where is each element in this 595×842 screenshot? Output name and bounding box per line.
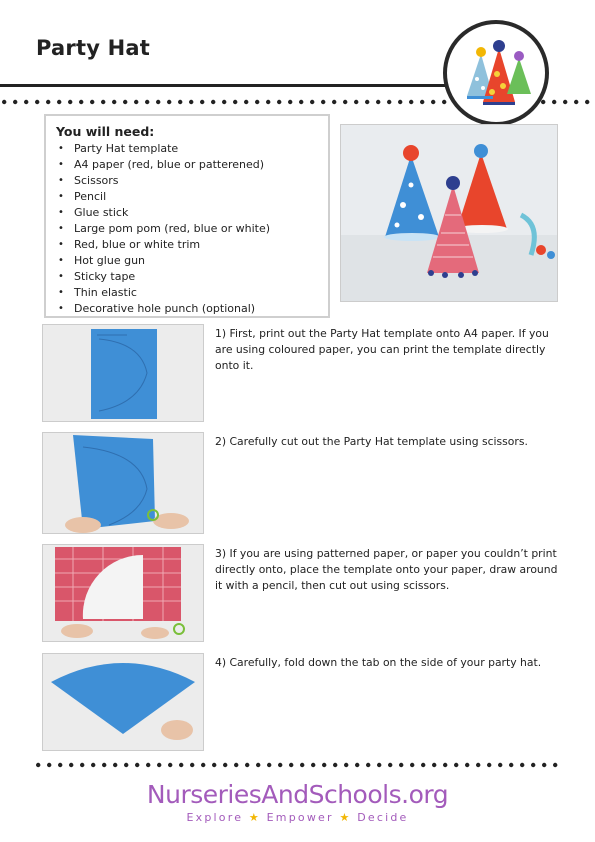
divider-dot xyxy=(46,100,50,104)
divider-dot xyxy=(310,100,314,104)
divider-dot xyxy=(156,100,160,104)
step2-photo xyxy=(42,432,204,534)
divider-dot xyxy=(134,100,138,104)
divider-dot xyxy=(332,100,336,104)
materials-box xyxy=(44,114,330,318)
divider-dot xyxy=(91,763,95,767)
divider-dot xyxy=(79,100,83,104)
divider-dot xyxy=(200,100,204,104)
divider-dot xyxy=(68,100,72,104)
step-2-text: 2) Carefully cut out the Party Hat template using scissors. xyxy=(215,435,528,448)
step1-photo xyxy=(42,324,204,422)
divider-dot xyxy=(311,763,315,767)
divider-dot xyxy=(13,100,17,104)
divider-dot xyxy=(299,100,303,104)
divider-dot xyxy=(498,763,502,767)
divider-dot xyxy=(563,100,567,104)
footer-logo xyxy=(0,780,595,824)
list-item: • Thin elastic xyxy=(56,285,318,301)
list-item: • Hot glue gun xyxy=(56,253,318,269)
divider-dot xyxy=(333,763,337,767)
dotted-divider-bottom xyxy=(34,761,564,769)
divider-dot xyxy=(321,100,325,104)
divider-dot xyxy=(354,100,358,104)
divider-dot xyxy=(234,763,238,767)
divider-dot xyxy=(90,100,94,104)
divider-dot xyxy=(35,100,39,104)
step4-photo xyxy=(42,653,204,751)
divider-dot xyxy=(102,763,106,767)
logo-wordmark: NurseriesAndSchools.org xyxy=(146,780,449,809)
divider-dot xyxy=(101,100,105,104)
divider-dot xyxy=(167,100,171,104)
materials-list xyxy=(56,141,318,317)
divider-dot xyxy=(343,100,347,104)
divider-dot xyxy=(585,100,589,104)
divider-dot xyxy=(476,763,480,767)
star-icon: ★ xyxy=(248,811,261,824)
divider-dot xyxy=(344,763,348,767)
divider-dot xyxy=(69,763,73,767)
divider-dot xyxy=(255,100,259,104)
list-item: • Decorative hole punch (optional) xyxy=(56,301,318,317)
divider-dot xyxy=(355,763,359,767)
divider-dot xyxy=(387,100,391,104)
page-title: Party Hat xyxy=(36,36,150,60)
divider-dot xyxy=(57,100,61,104)
divider-dot xyxy=(223,763,227,767)
party-hats-icon xyxy=(447,24,545,122)
step3-photo xyxy=(42,544,204,642)
divider-dot xyxy=(157,763,161,767)
list-item: • Large pom pom (red, blue or white) xyxy=(56,221,318,237)
divider-dot xyxy=(135,763,139,767)
divider-dot xyxy=(222,100,226,104)
finished-hats-photo xyxy=(340,124,558,302)
divider-dot xyxy=(212,763,216,767)
divider-dot xyxy=(465,763,469,767)
divider-dot xyxy=(454,763,458,767)
divider-dot xyxy=(365,100,369,104)
divider-dot xyxy=(289,763,293,767)
party-hats-badge xyxy=(443,20,549,126)
divider-dot xyxy=(288,100,292,104)
divider-dot xyxy=(201,763,205,767)
divider-dot xyxy=(388,763,392,767)
divider-dot xyxy=(366,763,370,767)
list-item: • Red, blue or white trim xyxy=(56,237,318,253)
divider-dot xyxy=(36,763,40,767)
divider-dot xyxy=(409,100,413,104)
divider-dot xyxy=(80,763,84,767)
divider-dot xyxy=(432,763,436,767)
divider-dot xyxy=(487,763,491,767)
divider-dot xyxy=(553,763,557,767)
divider-dot xyxy=(267,763,271,767)
divider-dot xyxy=(520,763,524,767)
divider-dot xyxy=(178,100,182,104)
divider-dot xyxy=(189,100,193,104)
divider-dot xyxy=(113,763,117,767)
divider-dot xyxy=(168,763,172,767)
divider-dot xyxy=(431,100,435,104)
divider-dot xyxy=(123,100,127,104)
divider-dot xyxy=(179,763,183,767)
step-3-text: 3) If you are using patterned paper, or paper you couldn’t print directly onto, place the template onto your paper, draw around it with a pencil, then cut out using scissors. xyxy=(215,547,558,592)
divider-dot xyxy=(552,100,556,104)
list-item: • Sticky tape xyxy=(56,269,318,285)
divider-dot xyxy=(399,763,403,767)
tagline-word: Empower xyxy=(266,811,334,824)
list-item: • Party Hat template xyxy=(56,141,318,157)
divider-dot xyxy=(244,100,248,104)
divider-dot xyxy=(377,763,381,767)
divider-dot xyxy=(47,763,51,767)
divider-dot xyxy=(300,763,304,767)
divider-dot xyxy=(531,763,535,767)
header-rule xyxy=(0,84,470,87)
divider-dot xyxy=(124,763,128,767)
divider-dot xyxy=(278,763,282,767)
divider-dot xyxy=(442,100,446,104)
divider-dot xyxy=(277,100,281,104)
divider-dot xyxy=(245,763,249,767)
divider-dot xyxy=(410,763,414,767)
divider-dot xyxy=(266,100,270,104)
divider-dot xyxy=(509,763,513,767)
divider-dot xyxy=(420,100,424,104)
tagline-word: Explore xyxy=(186,811,244,824)
divider-dot xyxy=(256,763,260,767)
tagline-word: Decide xyxy=(357,811,409,824)
divider-dot xyxy=(2,100,6,104)
divider-dot xyxy=(421,763,425,767)
divider-dot xyxy=(58,763,62,767)
divider-dot xyxy=(443,763,447,767)
list-item: • A4 paper (red, blue or patterened) xyxy=(56,157,318,173)
divider-dot xyxy=(398,100,402,104)
materials-heading: You will need: xyxy=(56,124,155,139)
list-item: • Scissors xyxy=(56,173,318,189)
step-4-text: 4) Carefully, fold down the tab on the side of your party hat. xyxy=(215,656,542,669)
divider-dot xyxy=(322,763,326,767)
divider-dot xyxy=(541,100,545,104)
divider-dot xyxy=(211,100,215,104)
divider-dot xyxy=(146,763,150,767)
divider-dot xyxy=(24,100,28,104)
list-item: • Glue stick xyxy=(56,205,318,221)
list-item: • Pencil xyxy=(56,189,318,205)
star-icon: ★ xyxy=(339,811,352,824)
divider-dot xyxy=(376,100,380,104)
divider-dot xyxy=(542,763,546,767)
divider-dot xyxy=(233,100,237,104)
divider-dot xyxy=(574,100,578,104)
divider-dot xyxy=(112,100,116,104)
divider-dot xyxy=(145,100,149,104)
step-1-text: 1) First, print out the Party Hat template onto A4 paper. If you are using coloured paper, you can print the template directly onto it. xyxy=(215,327,549,372)
divider-dot xyxy=(190,763,194,767)
logo-tagline xyxy=(0,811,595,824)
